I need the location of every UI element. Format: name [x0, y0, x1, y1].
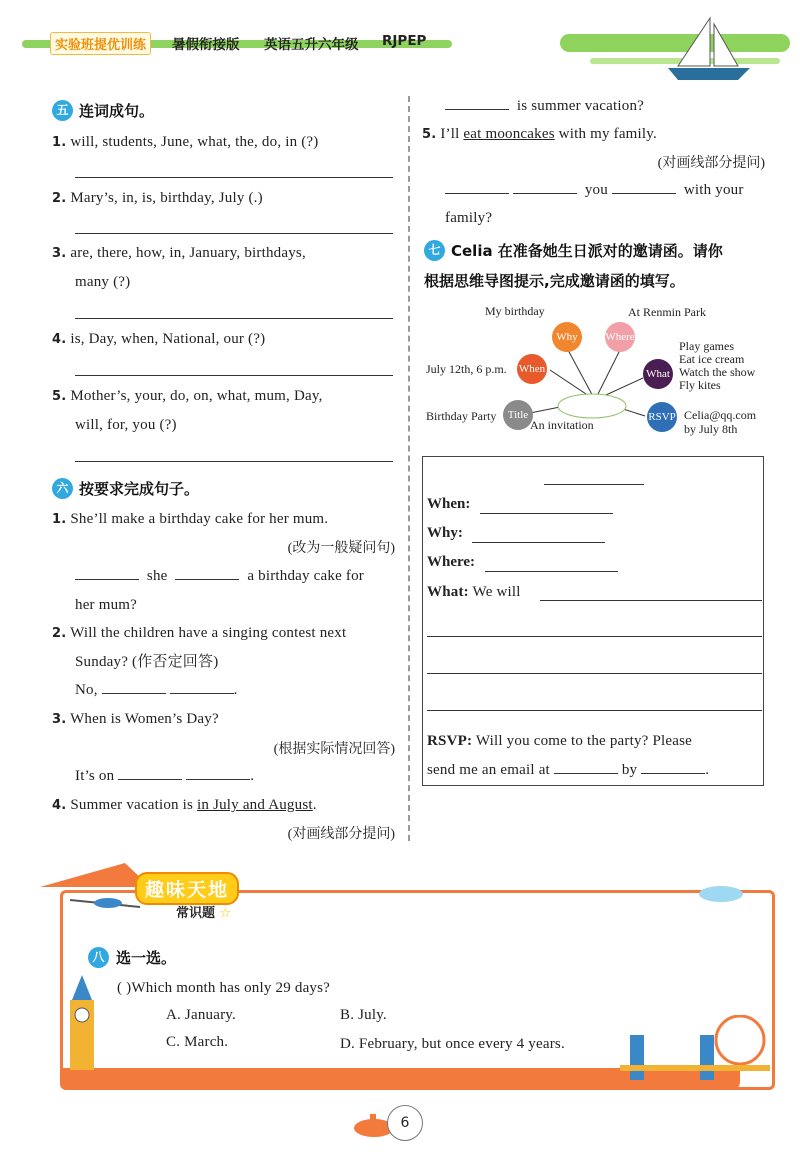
bridge-decoration [620, 1015, 770, 1085]
section7-badge: 七 [424, 240, 445, 261]
s8-option-b[interactable]: B. July. [340, 1007, 387, 1023]
section6-badge: 六 [52, 478, 73, 499]
s6-q3-blank-2[interactable] [186, 766, 250, 780]
fun-subtitle [176, 902, 231, 921]
s6-q2-blank-1[interactable] [102, 680, 166, 694]
s5-answer-line-2[interactable] [75, 233, 393, 234]
s5-item-4-num: 4. [52, 332, 67, 347]
s6-q3-note: (根据实际情况回答) [273, 742, 395, 757]
form-rsvp-row2 [427, 760, 709, 780]
mindmap-label-why: My birthday [485, 304, 545, 318]
s6-q1 [52, 509, 328, 530]
s5-answer-line-4[interactable] [75, 375, 393, 376]
s6-q2-prefix: No, [75, 682, 98, 698]
s5-item-1-text: will, students, June, what, the, do, in (?) [70, 134, 319, 150]
s6-q4-note: (对画线部分提问) [287, 827, 395, 842]
form-why-label: Why: [427, 525, 463, 541]
s6-q2-num: 2. [52, 626, 67, 641]
s5-item-2-num: 2. [52, 191, 67, 206]
s6-q3-prefix: It’s on [75, 768, 115, 784]
s6-q4-underlined: in July and August [197, 797, 313, 813]
s5-item-1-num: 1. [52, 135, 67, 150]
s6-q5-answer [445, 180, 765, 200]
s6-q4-suffix: . [312, 797, 317, 813]
section5-title: 连词成句。 [79, 102, 155, 120]
s6-q1-blank-1[interactable] [75, 566, 139, 580]
s6-q2-line1: Will the children have a singing contest next [70, 625, 347, 641]
s8-option-c[interactable]: C. March. [166, 1034, 229, 1050]
s5-item-5-line2: will, for, you (?) [75, 417, 177, 433]
s6-q5-blank-2[interactable] [513, 180, 577, 194]
s5-item-2 [52, 188, 263, 209]
s5-item-3-num: 3. [52, 246, 67, 261]
form-where-label: Where: [427, 554, 476, 570]
s8-option-d[interactable]: D. February, but once every 4 years. [340, 1036, 565, 1052]
form-when-label: When: [427, 496, 471, 512]
mindmap-what-1: Play games [679, 339, 734, 353]
mindmap-center: An invitation [530, 418, 594, 432]
mindmap-node-where: Where [605, 322, 635, 352]
s5-item-5-num: 5. [52, 389, 67, 404]
form-where-line[interactable] [485, 571, 618, 572]
mindmap-label-when: July 12th, 6 p.m. [426, 362, 507, 376]
s6-q3 [52, 709, 219, 730]
form-rsvp-label: RSVP: [427, 733, 473, 749]
s6-q5-blank-3[interactable] [612, 180, 676, 194]
form-what-prefix: We will [472, 584, 521, 600]
form-title-line[interactable] [544, 484, 644, 485]
mindmap-rsvp-1: Celia@qq.com [684, 408, 757, 422]
s5-item-4 [52, 329, 265, 350]
form-when-line[interactable] [480, 513, 613, 514]
sailboat-decoration [560, 14, 790, 86]
header-version: RJPEP [382, 33, 427, 49]
s5-answer-line-5[interactable] [75, 461, 393, 462]
mindmap-node-why: Why [552, 322, 582, 352]
s5-item-3 [52, 243, 306, 264]
mindmap-label-where: At Renmin Park [628, 305, 706, 319]
mindmap-label-title: Birthday Party [426, 409, 497, 423]
form-rsvp-row [427, 731, 762, 751]
form-rsvp-line2b: by [621, 762, 638, 778]
section8-badge: 八 [88, 947, 109, 968]
form-what-label: What: [427, 584, 469, 600]
section7-title-line1: Celia 在准备她生日派对的邀请函。请你 [451, 242, 723, 260]
header-brand: 实验班提优训练 [50, 32, 151, 55]
s5-item-4-text: is, Day, when, National, our (?) [70, 331, 266, 347]
header-subject: 英语五升六年级 [264, 37, 359, 53]
section5-badge: 五 [52, 100, 73, 121]
s6-q1-w2: a birthday cake for [247, 568, 364, 584]
s6-q2-line2: Sunday? (作否定回答) [75, 654, 219, 670]
form-why-line[interactable] [472, 542, 605, 543]
mindmap-rsvp-2: by July 8th [684, 422, 738, 436]
s6-q4-blank[interactable] [445, 96, 509, 110]
s5-answer-line-3[interactable] [75, 318, 393, 319]
form-rsvp-line2a: send me an email at [427, 762, 550, 778]
s8-question: ( )Which month has only 29 days? [117, 980, 331, 996]
mindmap-what-3: Watch the show [679, 365, 756, 379]
mindmap-what-2: Eat ice cream [679, 352, 745, 366]
form-what-line-3[interactable] [427, 673, 762, 674]
s6-q1-w3: her mum? [75, 597, 137, 613]
s6-q1-note: (改为一般疑问句) [287, 541, 395, 556]
section6-title: 按要求完成句子。 [79, 480, 200, 498]
s6-q5-note: (对画线部分提问) [657, 156, 765, 171]
s6-q4 [52, 795, 317, 816]
form-rsvp-end: . [705, 762, 710, 778]
form-rsvp-blank-2[interactable] [641, 760, 705, 774]
mindmap-label-what [679, 340, 755, 392]
s6-q5-underlined: eat mooncakes [463, 126, 555, 142]
section8-title: 选一选。 [116, 949, 177, 967]
column-divider [408, 96, 410, 841]
s6-q1-w1: she [146, 568, 168, 584]
s6-q1-num: 1. [52, 512, 67, 527]
s6-q5-blank-1[interactable] [445, 180, 509, 194]
form-what-line-1[interactable] [540, 600, 762, 601]
clock-tower-decoration [62, 975, 102, 1070]
page-number: 6 [387, 1105, 423, 1141]
fun-subtitle-text: 常识题 [176, 906, 216, 921]
mindmap-what-4: Fly kites [679, 378, 721, 392]
s6-q5-w3: family? [445, 210, 493, 226]
s6-q5-suffix: with my family. [554, 126, 657, 142]
mindmap-node-rsvp: RSVP [647, 402, 677, 432]
s5-item-2-text: Mary’s, in, is, birthday, July (.) [70, 190, 263, 206]
s6-q2 [52, 623, 346, 644]
form-what-line-4[interactable] [427, 710, 762, 711]
s6-q1-text: She’ll make a birthday cake for her mum. [70, 511, 329, 527]
form-what-row [427, 582, 521, 602]
fun-title: 趣味天地 [135, 872, 239, 905]
header-edition: 暑假衔接版 [172, 37, 240, 53]
s6-q2-blank-2[interactable] [170, 680, 234, 694]
s6-q2-answer: No, . [75, 682, 238, 698]
section7-title-line2: 根据思维导图提示,完成邀请函的填写。 [424, 272, 685, 290]
s6-q4-prefix: Summer vacation is [70, 797, 198, 813]
mindmap-node-what: What [643, 359, 673, 389]
s5-item-5-line1: Mother’s, your, do, on, what, mum, Day, [70, 388, 323, 404]
mindmap-node-when: When [517, 354, 547, 384]
s6-q5-w1: you [584, 182, 608, 198]
s5-item-1 [52, 132, 319, 153]
s6-q5-w2: with your [683, 182, 744, 198]
s6-q3-text: When is Women’s Day? [70, 711, 219, 727]
form-what-line-2[interactable] [427, 636, 762, 637]
mindmap-node-title: Title [503, 400, 533, 430]
s6-q5-num: 5. [422, 127, 437, 142]
s8-option-a[interactable]: A. January. [166, 1007, 236, 1023]
mindmap-label-rsvp [684, 408, 756, 436]
s5-answer-line-1[interactable] [75, 177, 393, 178]
cloud-decoration [696, 880, 746, 904]
star-icon: ☆ [219, 906, 232, 921]
s5-item-3-line1: are, there, how, in, January, birthdays, [70, 245, 306, 261]
s6-q5 [422, 124, 657, 145]
s6-q3-answer: It’s on . [75, 768, 255, 784]
form-rsvp-line1: Will you come to the party? Please [475, 733, 692, 749]
s5-item-3-line2: many (?) [75, 274, 131, 290]
s6-q3-blank-1[interactable] [118, 766, 182, 780]
s5-item-5 [52, 386, 323, 407]
s6-q4-tail-text: is summer vacation? [516, 98, 645, 114]
s6-q4-tail [445, 96, 644, 116]
form-rsvp-blank-1[interactable] [554, 760, 618, 774]
s6-q1-answer [75, 566, 395, 586]
s6-q3-num: 3. [52, 712, 67, 727]
s6-q5-prefix: I’ll [440, 126, 464, 142]
s6-q4-num: 4. [52, 798, 67, 813]
s6-q1-blank-2[interactable] [175, 566, 239, 580]
